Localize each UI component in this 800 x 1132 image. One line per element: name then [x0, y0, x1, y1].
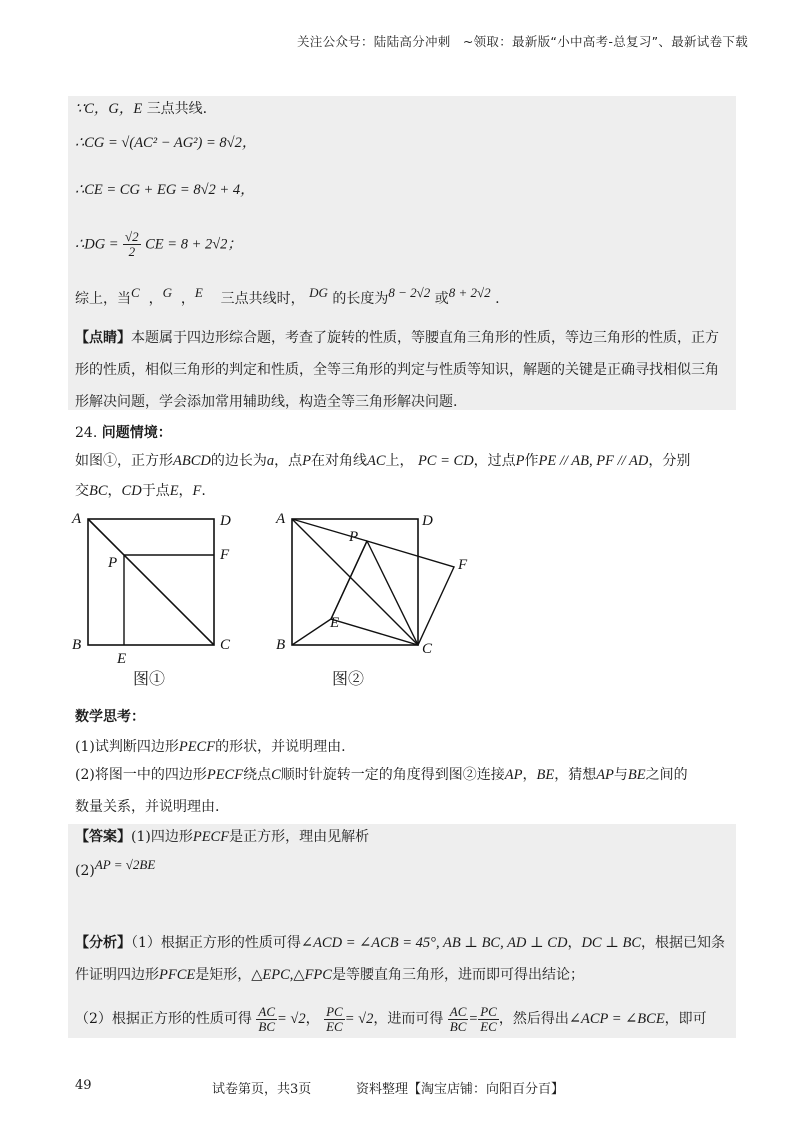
- analysis-tag: 【分析】: [75, 935, 131, 951]
- fig2-label-e: E: [330, 615, 340, 631]
- fig1-label-d: D: [220, 513, 231, 529]
- solution-line-3: ∴CE = CG + EG = 8√2 + 4，: [75, 182, 255, 198]
- figure-2: [272, 505, 472, 665]
- page-header: [289, 32, 748, 50]
- summary-text-2: 三点共线时，: [220, 291, 305, 307]
- dg-eq: ∴DG =: [75, 236, 119, 253]
- comment-tag: 【点睛】: [75, 330, 131, 346]
- header-left: 关注公众号：陆陆高分冲刺: [296, 34, 451, 49]
- fig1-label-a: A: [72, 511, 82, 527]
- fig1-label-e: E: [117, 651, 127, 665]
- fig2-label-f: F: [458, 557, 468, 573]
- problem-line-1: 如图①，正方形ABCD的边长为a，点P在对角线AC上， PC = CD，过点P作PE // AB, PF // AD，分别: [75, 453, 691, 469]
- collinear-text: 三点共线.: [146, 101, 208, 117]
- solution-line-4: [75, 230, 242, 259]
- seg-dg: DG: [309, 285, 328, 300]
- fig2-label-p: P: [349, 529, 359, 545]
- summary-text: 综上，当: [75, 291, 131, 307]
- period: .: [495, 291, 500, 307]
- solution-line-5: 综上，当C ，G ，E 三点共线时， DG 的长度为8 − 2√2 或8 + 2√2 .: [75, 285, 500, 307]
- analysis-line-1: 【分析】（1）根据正方形的性质可得∠ACD = ∠ACB = 45°, AB ⊥ BC, AD ⊥ CD，DC ⊥ BC，根据已知条: [75, 935, 725, 951]
- problem-line-2: 交BC，CD于点E，F.: [75, 483, 206, 499]
- figure-2-caption: 图②: [332, 669, 365, 688]
- or-text: 或: [434, 291, 449, 307]
- figure-1: [68, 505, 248, 665]
- problem-heading: [75, 424, 172, 442]
- page-count: 试卷第页，共3页: [212, 1082, 312, 1097]
- comment-line-3: 形解决问题，学会添加常用辅助线，构造全等三角形解决问题.: [75, 394, 458, 410]
- problem-title: 问题情境：: [101, 425, 172, 441]
- question-1: (1)试判断四边形PECF的形状，并说明理由.: [75, 739, 346, 755]
- header-right: ~领取：最新版“小中高考-总复习”、最新试卷下载: [462, 34, 748, 49]
- fig2-label-a: A: [276, 511, 286, 527]
- think-heading: 数学思考：: [75, 709, 145, 725]
- dg-result: CE = 8 + 2√2；: [145, 236, 242, 253]
- fig1-label-b: B: [72, 637, 82, 653]
- pt-g: G: [162, 285, 172, 300]
- question-2-cont: 数量关系，并说明理由.: [75, 799, 220, 815]
- pt-c: C: [131, 285, 140, 300]
- comment-line-2: 形的性质，相似三角形的判定和性质，全等三角形的判定与性质等知识，解题的关键是正确寻找相似三角: [75, 362, 719, 378]
- answer-2: (2)AP = √2BE: [75, 857, 156, 879]
- problem-number: 24.: [75, 425, 98, 441]
- fig2-label-b: B: [276, 637, 286, 653]
- answer-1: 【答案】(1)四边形PECF是正方形，理由见解析: [75, 829, 370, 845]
- collinear-points: ∵C，G，E: [75, 101, 143, 117]
- value-1: 8 − 2√2: [388, 285, 431, 300]
- fig1-label-f: F: [220, 547, 230, 563]
- fig1-label-c: C: [220, 637, 231, 653]
- comment-line-1: 本题属于四边形综合题，考查了旋转的性质，等腰直角三角形的性质，等边三角形的性质，正方: [131, 330, 719, 346]
- analysis-line-2: 件证明四边形PFCE是矩形，△EPC,△FPC是等腰直角三角形，进而即可得出结论；: [75, 967, 584, 983]
- analysis-line-3: （2）根据正方形的性质可得 $\frac{AC}{BC}$ = √2， $\frac{PC}{EC}$ = √2，进而可得 $\frac{AC}{BC}$ = $\frac{PC}{EC}$ ，然后得出∠ACP = ∠BCE，即可: [75, 1003, 707, 1034]
- summary-text-3: 的长度为: [332, 291, 389, 307]
- value-2: 8 + 2√2: [448, 285, 491, 300]
- solution-line-2: ∴CG = √(AC² − AG²) = 8√2，: [75, 135, 257, 151]
- solution-line-1: [75, 100, 207, 118]
- sqrt2-over-2: $\frac{√2}{2}$: [125, 229, 139, 259]
- fig2-label-c: C: [422, 641, 433, 657]
- answer-tag: 【答案】: [75, 829, 131, 845]
- comment-block: [75, 322, 735, 418]
- question-2: (2)将图一中的四边形PECF绕点C顺时针旋转一定的角度得到图②连接AP，BE，猜想AP与BE之间的: [75, 767, 688, 783]
- page-number: 49: [75, 1078, 92, 1093]
- figure-1-caption: 图①: [133, 669, 166, 688]
- fig1-label-p: P: [108, 555, 118, 571]
- source-note: 资料整理【淘宝店铺：向阳百分百】: [356, 1082, 565, 1097]
- fig2-label-d: D: [422, 513, 433, 529]
- pt-e: E: [194, 285, 203, 300]
